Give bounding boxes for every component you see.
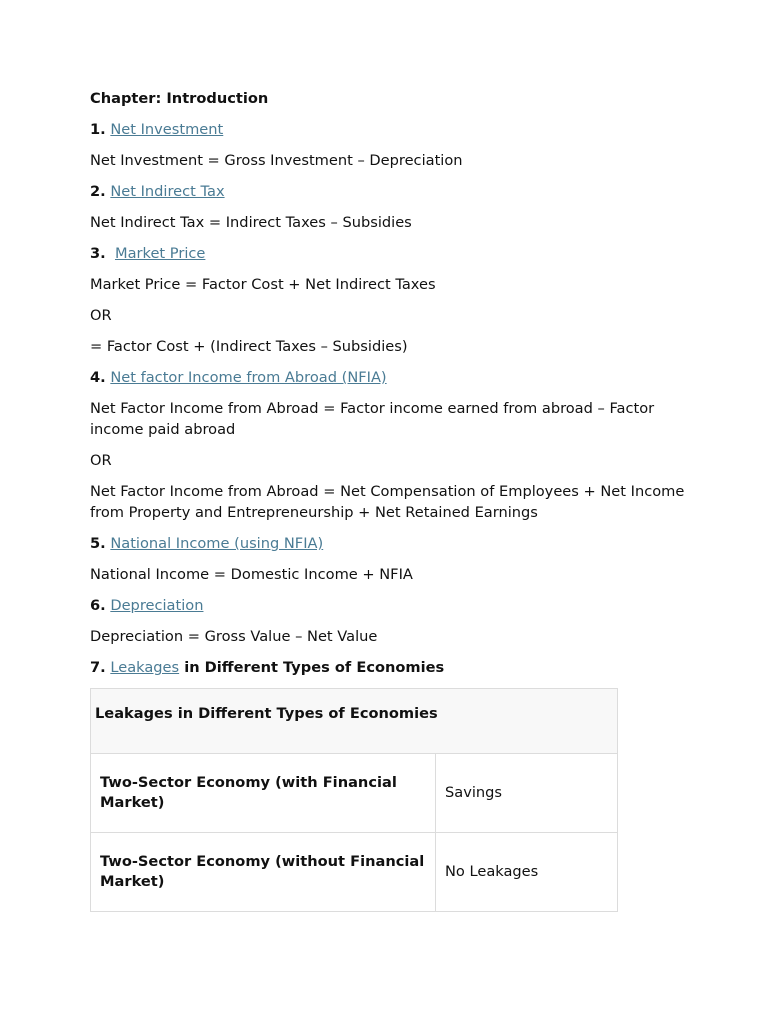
net-indirect-tax-formula: Net Indirect Tax = Indirect Taxes – Subsidies — [90, 214, 412, 231]
market-price-formula: Market Price = Factor Cost + Net Indirect Taxes — [90, 276, 436, 293]
nfia-formula: Net Factor Income from Abroad = Factor income earned from abroad – Factor income paid abroad — [90, 400, 655, 438]
section-4-heading — [90, 367, 690, 388]
section-2-heading — [90, 181, 690, 202]
nfia-link[interactable]: Net factor Income from Abroad (NFIA) — [110, 369, 387, 386]
nfia-formula-alt: Net Factor Income from Abroad = Net Compensation of Employees + Net Income from Property and Entrepreneurship + Net Retained Earnings — [90, 483, 685, 521]
section-number: 1. — [90, 121, 106, 138]
section-number: 4. — [90, 369, 106, 386]
leakage-value-cell: Savings — [436, 754, 618, 833]
section-number: 6. — [90, 597, 106, 614]
net-investment-link[interactable]: Net Investment — [110, 121, 224, 138]
or-separator: OR — [90, 307, 112, 324]
economy-type-cell: Two-Sector Economy (without Financial Market) — [91, 833, 436, 912]
leakage-value-cell: No Leakages — [436, 833, 618, 912]
table-title: Leakages in Different Types of Economies — [91, 689, 618, 754]
section-5-heading — [90, 533, 690, 554]
section-number: 3. — [90, 245, 106, 262]
section-number: 7. — [90, 659, 106, 676]
section-6-heading — [90, 595, 690, 616]
chapter-title: Chapter: Introduction — [90, 90, 269, 107]
section-3-heading — [90, 243, 690, 264]
economy-type-cell: Two-Sector Economy (with Financial Market) — [91, 754, 436, 833]
market-price-formula-alt: = Factor Cost + (Indirect Taxes – Subsidies) — [90, 338, 408, 355]
depreciation-link[interactable]: Depreciation — [110, 597, 204, 614]
table-row — [91, 754, 618, 833]
net-indirect-tax-link[interactable]: Net Indirect Tax — [110, 183, 225, 200]
leakages-link[interactable]: Leakages — [110, 659, 180, 676]
or-separator: OR — [90, 452, 112, 469]
section-1-heading — [90, 119, 690, 140]
section-7-heading — [90, 657, 690, 678]
section-number: 5. — [90, 535, 106, 552]
national-income-link[interactable]: National Income (using NFIA) — [110, 535, 324, 552]
net-investment-formula: Net Investment = Gross Investment – Depreciation — [90, 152, 463, 169]
section-7-suffix: in Different Types of Economies — [179, 659, 445, 676]
table-header-row — [91, 689, 618, 754]
document-body — [90, 88, 690, 912]
leakages-table — [90, 688, 618, 912]
table-row — [91, 833, 618, 912]
section-number: 2. — [90, 183, 106, 200]
depreciation-formula: Depreciation = Gross Value – Net Value — [90, 628, 378, 645]
national-income-formula: National Income = Domestic Income + NFIA — [90, 566, 413, 583]
market-price-link[interactable]: Market Price — [114, 245, 206, 262]
